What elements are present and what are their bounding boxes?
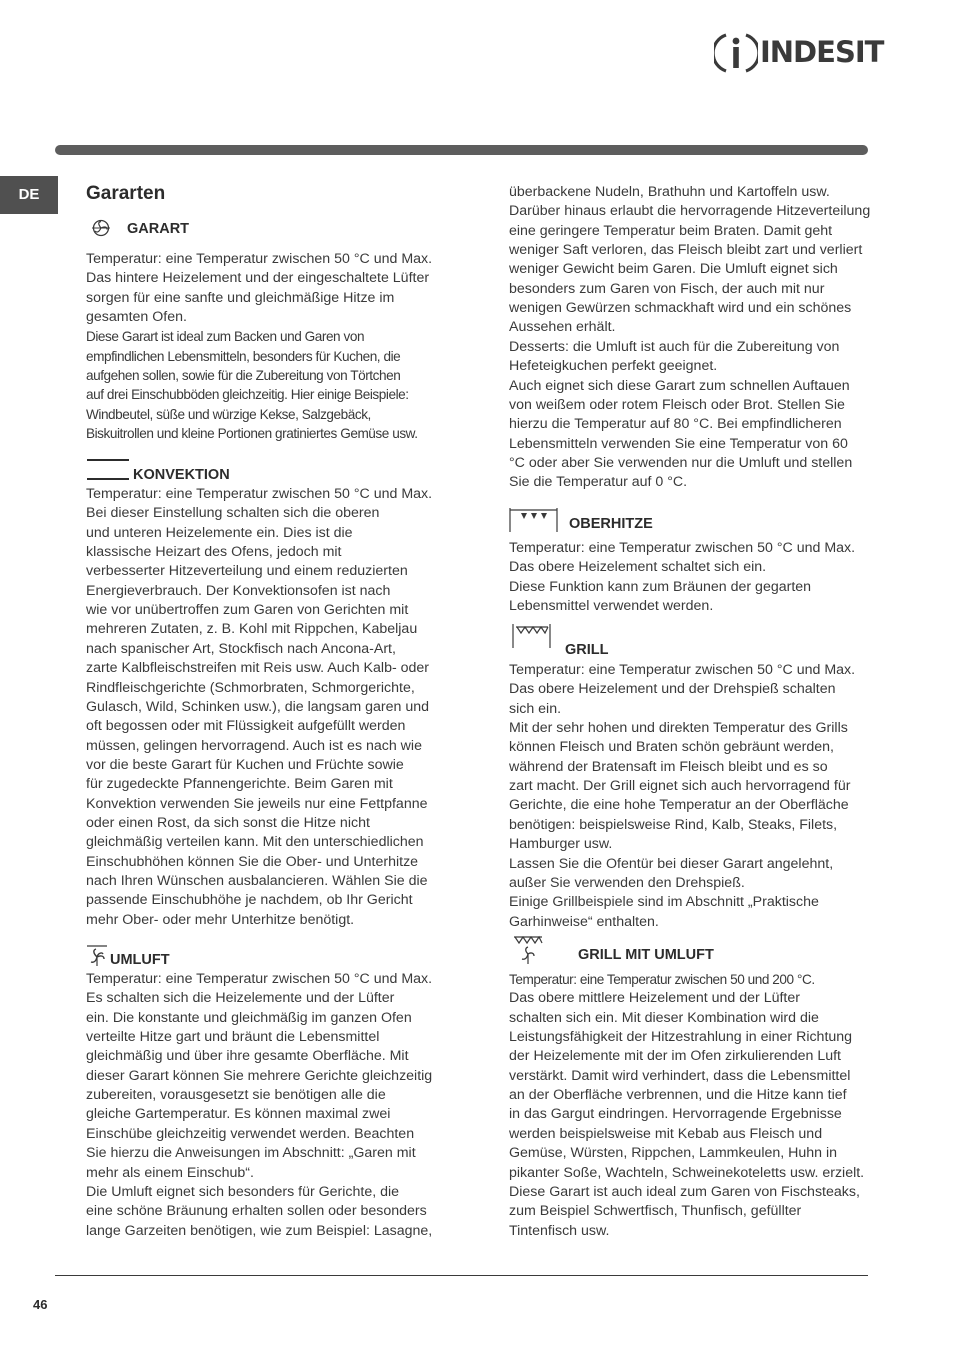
text-line: Biskuitrollen und kleine Portionen gratiniertes Gemüse usw.	[86, 426, 418, 442]
text-line: Hamburger usw.	[509, 836, 613, 853]
text-line: sich ein.	[509, 700, 562, 717]
text-line: klassische Heizart des Ofens, jedoch mit	[86, 544, 342, 561]
text-line: °C oder aber Sie verwenden nur die Umluft und stellen	[509, 454, 853, 471]
text-line: Das hintere Heizelement und der eingeschaltete Lüfter	[86, 270, 430, 287]
text-line: gleiche Gartemperatur. Es können maximal zwei	[86, 1106, 391, 1123]
text-line: eine geringere Temperatur beim Braten. Damit geht	[509, 222, 833, 239]
text-line: Temperatur: eine Temperatur zwischen 50 °C und Max.	[86, 486, 433, 502]
text-line: passende Einschubhöhe je nachdem, ob Ihr Gericht	[86, 892, 413, 909]
text-line: zarte Kalbfleischstreifen mit Reis usw. Auch Kalb- oder	[86, 660, 430, 677]
fan-with-heating-icon	[86, 944, 110, 968]
heading-garart: GARART	[127, 221, 190, 237]
page-number: 46	[33, 1297, 48, 1312]
text-line: nach spanischer Art, Stockfisch nach Ancona-Art,	[86, 640, 396, 657]
text-line: aufgehen sollen, sowie für die Zubereitung von Törtchen	[86, 368, 401, 384]
text-line: mehreren Zutaten, z. B. Kohl mit Rippchen, Kabeljau	[86, 621, 418, 638]
text-line: verteilte Hitze gart und bräunt die Lebensmittel	[86, 1029, 380, 1046]
text-line: wenigen Gewürzen schmackhaft wird und ein schönes	[509, 300, 852, 317]
text-line: verbesserter Hitzeverteilung und einem reduzierten	[86, 563, 408, 580]
text-line: können Fleisch und Braten schön gebräunt werden,	[509, 739, 834, 756]
text-line: Windbeutel, süße und würzige Kekse, Salzgebäck,	[86, 406, 371, 422]
text-line: in das Gargut eindringen. Hervorragende Ergebnisse	[509, 1106, 842, 1123]
text-line: überbackene Nudeln, Brathuhn und Kartoffeln usw.	[509, 184, 830, 200]
text-line: Einschübe gleichzeitig verwendet werden. Beachten	[86, 1125, 415, 1142]
text-line: Sie hierzu die Anweisungen im Abschnitt: „Garen mit	[86, 1145, 416, 1162]
text-line: Gemüse, Würsten, Rippchen, Lammkeulen, Huhn in	[509, 1145, 838, 1162]
text-line: von weißem oder rotem Fleisch oder Brot. Stellen Sie	[509, 396, 845, 413]
text-line: gleichmäßig und über ihre gesamte Oberfläche. Mit	[86, 1048, 409, 1065]
text-line: Einschubhöhen können Sie die Ober- und Unterhitze	[86, 853, 419, 870]
text-line: Energieverbrauch. Der Konvektionsofen ist nach	[86, 582, 391, 599]
text-line: auf drei Einschubböden gleichzeitig. Hier einige Beispiele:	[86, 387, 409, 403]
text-line: ein. Die konstante und gleichmäßig im ganzen Ofen	[86, 1009, 412, 1026]
text-line: und unteren Heizelemente ein. Dies ist die	[86, 524, 353, 541]
text-line: gesamten Ofen.	[86, 309, 187, 326]
text-line: Diese Funktion kann zum Bräunen der gegarten	[509, 578, 812, 595]
text-line: dieser Garart können Sie mehrere Gerichte gleichzeitig	[86, 1067, 433, 1084]
text-line: Temperatur: eine Temperatur zwischen 50 und 200 °C.	[509, 972, 815, 987]
language-tab: DE	[0, 176, 58, 214]
text-line: Aussehen erhält.	[509, 319, 616, 336]
text-line: Rindfleischgerichte (Schmorbraten, Schmorgerichte,	[86, 679, 415, 696]
text-line: Lebensmittel verwendet werden.	[509, 598, 714, 615]
text-line: Darüber hinaus erlaubt die hervorragende Hitzeverteilung	[509, 203, 871, 220]
text-line: lange Garzeiten benötigen, wie zum Beispiel: Lasagne,	[86, 1222, 433, 1239]
text-line: wie vor unübertroffen zum Garen von Gerichten mit	[86, 602, 409, 619]
text-line: Garhinweise“ enthalten.	[509, 913, 659, 930]
text-line: sorgen für eine sanfte und gleichmäßige Hitze im	[86, 289, 395, 306]
text-line: benötigen: beispielsweise Rind, Kalb, Steaks, Filets,	[509, 816, 838, 833]
text-line: zart macht. Der Grill eignet sich auch hervorragend für	[509, 778, 851, 795]
text-line: nach Ihren Wünschen ausbalancieren. Wählen Sie die	[86, 873, 428, 889]
text-line: Temperatur: eine Temperatur zwischen 50 °C und Max.	[86, 251, 433, 267]
text-line: Lebensmitteln verwenden Sie eine Temperatur von 60	[509, 435, 848, 452]
text-line: Konvektion verwenden Sie jeweils nur eine Fettpfanne	[86, 795, 428, 812]
text-line: mehr Ober- oder mehr Unterhitze benötigt.	[86, 911, 355, 928]
text-line: Gerichte, die eine hohe Temperatur an der Oberfläche	[509, 797, 849, 814]
text-line: Die Umluft eignet sich besonders für Gerichte, die	[86, 1183, 400, 1200]
text-line: Das obere Heizelement und der Drehspieß schalten	[509, 681, 836, 698]
heading-oberhitze: OBERHITZE	[569, 516, 653, 532]
text-line: verstärkt. Damit wird verhindert, dass die Lebensmittel	[509, 1067, 851, 1084]
text-line: Temperatur: eine Temperatur zwischen 50 °C und Max.	[509, 662, 856, 678]
text-line: Desserts: die Umluft ist auch für die Zubereitung von	[509, 338, 840, 355]
footer-divider	[55, 1275, 868, 1276]
text-line: Leistungsfähigkeit der Hitzestrahlung in einer Richtung	[509, 1029, 853, 1046]
text-line: pikanter Soße, Wachteln, Schweinekoteletts usw. erzielt.	[509, 1164, 865, 1181]
text-line: für zugedeckte Pfannengerichte. Beim Garen mit	[86, 776, 393, 793]
text-line: Temperatur: eine Temperatur zwischen 50 °C und Max.	[509, 540, 856, 556]
grill-fan-icon	[512, 935, 546, 965]
text-line: Gulasch, Wild, Schinken usw.), die langsam garen und	[86, 698, 430, 715]
page-title: Gararten	[86, 183, 166, 204]
text-line: an der Oberfläche verbrennen, und die Hitze kann tief	[509, 1087, 847, 1104]
text-line: schalten sich ein. Mit dieser Kombination wird die	[509, 1009, 819, 1026]
heading-umluft: UMLUFT	[110, 952, 170, 968]
fan-circle-icon	[90, 219, 112, 237]
text-line: müssen, gelingen hervorragend. Auch ist es nach wie	[86, 737, 422, 754]
text-line: Tintenfisch usw.	[509, 1222, 610, 1239]
text-line: empfindlichen Lebensmitteln, besonders für Kuchen, die	[86, 348, 401, 364]
text-line: Auch eignet sich diese Garart zum schnellen Auftauen	[509, 377, 850, 394]
top-heat-icon	[509, 507, 559, 533]
text-line: zubereiten, vorausgesetzt sie benötigen alle die	[86, 1087, 386, 1104]
text-line: Diese Garart ist auch ideal zum Garen von Fischsteaks,	[509, 1183, 860, 1200]
text-line: oft begossen oder mit Flüssigkeit aufgefüllt werden	[86, 718, 406, 735]
top-bottom-heat-icon	[86, 458, 130, 480]
text-line: Temperatur: eine Temperatur zwischen 50 °C und Max.	[86, 971, 433, 987]
text-line: Bei dieser Einstellung schalten sich die oberen	[86, 505, 380, 522]
text-line: hierzu die Temperatur auf 80 °C. Bei empfindlicheren	[509, 416, 842, 433]
text-line: zum Beispiel Schwertfisch, Thunfisch, gefüllter	[509, 1203, 802, 1220]
text-line: Das obere Heizelement schaltet sich ein.	[509, 559, 767, 576]
text-line: vor die beste Garart für Kuchen und Früchte sowie	[86, 756, 404, 773]
indesit-logo	[714, 30, 884, 76]
text-line: Es schalten sich die Heizelemente und der Lüfter	[86, 990, 395, 1007]
text-line: Hefeteigkuchen perfekt geeignet.	[509, 358, 718, 375]
text-line: mehr als einem Einschub“.	[86, 1164, 254, 1181]
text-line: Das obere mittlere Heizelement und der Lüfter	[509, 990, 800, 1007]
text-line: gleichmäßig verteilen kann. Mit den unterschiedlichen	[86, 834, 424, 851]
text-line: Lassen Sie die Ofentür bei dieser Garart angelehnt,	[509, 855, 834, 872]
brand-wordmark: INDESIT	[760, 35, 884, 69]
indesit-i-icon	[714, 30, 758, 76]
text-line: Mit der sehr hohen und direkten Temperatur des Grills	[509, 720, 848, 737]
heading-grill-mit-umluft: GRILL MIT UMLUFT	[578, 947, 714, 963]
header-bar	[55, 145, 868, 155]
text-line: eine schöne Bräunung erhalten sollen oder besonders	[86, 1203, 427, 1220]
text-line: weniger Gewicht beim Garen. Die Umluft eignet sich	[509, 261, 838, 278]
heading-grill: GRILL	[565, 642, 609, 658]
text-line: außer Sie verwenden den Drehspieß.	[509, 874, 745, 891]
text-line: werden beispielsweise mit Kebab aus Fleisch und	[509, 1125, 823, 1142]
text-line: Diese Garart ist ideal zum Backen und Garen von	[86, 329, 365, 345]
heading-konvektion: KONVEKTION	[133, 467, 230, 483]
text-line: Sie die Temperatur auf 0 °C.	[509, 474, 688, 491]
text-line: oder einen Rost, da sich sonst die Hitze nicht	[86, 814, 370, 831]
text-line: der Heizelemente mit der im Ofen zirkulierenden Luft	[509, 1048, 841, 1065]
text-line: weniger Saft verloren, das Fleisch bleibt zart und verliert	[509, 242, 863, 259]
grill-icon	[512, 623, 552, 649]
text-line: Einige Grillbeispiele sind im Abschnitt „Praktische	[509, 894, 819, 911]
text-line: während der Bratensaft im Fleisch bleibt und es so	[509, 758, 828, 775]
text-line: besonders zum Garen von Fisch, der auch mit nur	[509, 280, 825, 297]
